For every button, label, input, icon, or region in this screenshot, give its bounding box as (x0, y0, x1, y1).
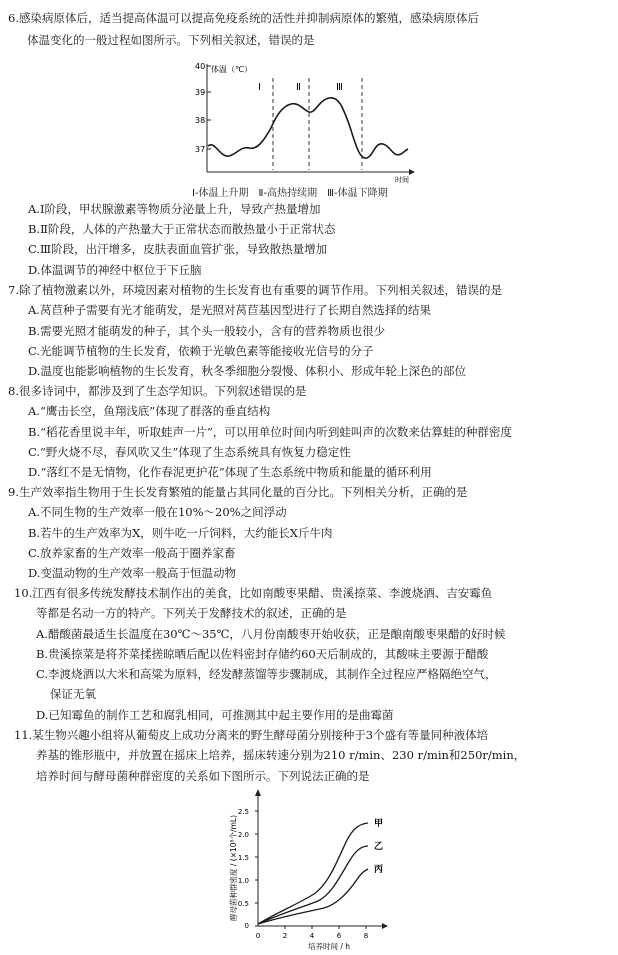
q8-option-d: D.“落红不是无情物，化作春泥更护花”体现了生态系统中物质和能量的循环利用 (28, 465, 432, 479)
stage-label-3: Ⅲ (336, 82, 343, 93)
yeast-density-figure (228, 786, 400, 952)
temp-tick-38: 38 (195, 116, 206, 125)
series-jia-curve (258, 823, 368, 924)
yeast-y-tick-1.5: 1.5 (237, 854, 249, 862)
q6-figure-caption: Ⅰ-体温上升期 Ⅱ-高热持续期 Ⅲ-体温下降期 (192, 188, 388, 199)
yeast-x-axis-label: 培养时间 / h (308, 942, 351, 951)
yeast-y-axis-label: 酵母菌种群密度 / (×10⁸个/mL) (229, 815, 238, 921)
q6-option-b: B.Ⅱ阶段，人体的产热量大于正常状态而散热量小于正常状态 (28, 222, 336, 236)
q6-stem-line1: 6.感染病原体后，适当提高体温可以提高免疫系统的活性并抑制病原体的繁殖，感染病原体后 (8, 11, 479, 25)
q7-option-b: B.需要光照才能萌发的种子，其个头一般较小，含有的营养物质也很少 (28, 324, 386, 338)
yeast-x-tick-4: 4 (309, 932, 315, 940)
q6-option-d: D.体温调节的神经中枢位于下丘脑 (28, 263, 202, 277)
q8-option-b: B.“稻花香里说丰年，听取蛙声一片”，可以用单位时间内听到蛙叫声的次数来估算蛙的种群密度 (28, 425, 512, 439)
body-temperature-figure (195, 54, 420, 202)
q10-option-a: A.醋酸菌最适生长温度在30℃～35℃，八月份南酸枣开始收获，正是酿南酸枣果醋的好时候 (36, 627, 506, 641)
q11-stem-line1: 11.某生物兴趣小组将从葡萄皮上成功分离来的野生酵母菌分别接种于3个盛有等量同种液体培 (14, 728, 489, 742)
yeast-x-tick-8: 8 (363, 932, 369, 940)
q8-stem: 8.很多诗词中，都涉及到了生态学知识。下列叙述错误的是 (8, 384, 307, 398)
temp-x-axis-label: 时间 (395, 176, 409, 184)
q10-option-c-line1: C.李渡烧酒以大米和高粱为原料，经发酵蒸馏等步骤制成，其制作全过程应严格隔绝空气， (36, 667, 497, 681)
temp-tick-39: 39 (195, 88, 206, 97)
q10-option-b: B.贵溪捺菜是将芥菜揉搓晾晒后配以佐料密封存储约60天后制成的，其酸味主要源于醋酸 (36, 647, 489, 661)
q10-stem-line1: 10.江西有很多传统发酵技术制作出的美食，比如南酸枣果醋、贵溪捺菜、李渡烧酒、吉安霉鱼 (14, 586, 493, 600)
yeast-x-tick-2: 2 (282, 932, 288, 940)
series-yi-curve (258, 846, 368, 924)
yeast-x-tick-0: 0 (255, 932, 261, 940)
series-bing-label: 丙 (374, 865, 384, 875)
stage-label-2: Ⅱ (296, 82, 301, 93)
temp-y-axis-label: 体温（℃） (211, 65, 252, 74)
q10-stem-line2: 等都是名动一方的特产。下列关于发酵技术的叙述，正确的是 (36, 606, 347, 620)
yeast-y-tick-1.0: 1.0 (237, 877, 249, 885)
q9-stem: 9.生产效率指生物用于生长发育繁殖的能量占其同化量的百分比。下列相关分析，正确的是 (8, 485, 468, 499)
q7-option-a: A.莴苣种子需要有光才能萌发，是光照对莴苣基因型进行了长期自然选择的结果 (28, 303, 431, 317)
q8-option-a: A.“鹰击长空，鱼翔浅底”体现了群落的垂直结构 (28, 404, 271, 418)
yeast-y-tick-2.0: 2.0 (237, 831, 249, 839)
q11-stem-line2: 养基的锥形瓶中，并放置在摇床上培养，摇床转速分别为210 r/min、230 r/min和250r/min， (36, 748, 526, 762)
q7-stem: 7.除了植物激素以外，环境因素对植物的生长发育也有重要的调节作用。下列相关叙述，错误的是 (8, 283, 502, 297)
q10-option-d: D.已知霉鱼的制作工艺和腐乳相同，可推测其中起主要作用的是曲霉菌 (36, 708, 394, 722)
q9-option-c: C.放养家畜的生产效率一般高于圈养家畜 (28, 546, 236, 560)
q6-stem-line2: 体温变化的一般过程如图所示。下列相关叙述，错误的是 (27, 33, 315, 47)
series-yi-label: 乙 (374, 842, 384, 852)
yeast-y-tick-0.5: 0.5 (237, 900, 249, 908)
q6-option-c: C.Ⅲ阶段，出汗增多，皮肤表面血管扩张，导致散热量增加 (28, 242, 328, 256)
yeast-x-tick-6: 6 (336, 932, 342, 940)
q9-option-a: A.不同生物的生产效率一般在10%～20%之间浮动 (28, 505, 287, 519)
series-jia-label: 甲 (374, 819, 384, 829)
q8-option-c: C.“野火烧不尽，春风吹又生”体现了生态系统具有恢复力稳定性 (28, 445, 351, 459)
body-temperature-curve (208, 98, 408, 158)
yeast-y-tick-0: 0 (244, 922, 249, 930)
temp-tick-37: 37 (195, 145, 206, 154)
q9-option-d: D.变温动物的生产效率一般高于恒温动物 (28, 566, 236, 580)
q11-stem-line3: 培养时间与酵母菌种群密度的关系如下图所示。下列说法正确的是 (36, 769, 370, 783)
q9-option-b: B.若牛的生产效率为X，则牛吃一斤饲料，大约能长X斤牛肉 (28, 526, 333, 540)
q7-option-d: D.温度也能影响植物的生长发育，秋冬季细胞分裂慢、体积小、形成年轮上深色的部位 (28, 364, 466, 378)
series-bing-curve (258, 869, 368, 924)
q7-option-c: C.光能调节植物的生长发育，依赖于光敏色素等能接收光信号的分子 (28, 344, 374, 358)
temp-tick-40: 40 (195, 62, 206, 71)
q6-option-a: A.Ⅰ阶段，甲状腺激素等物质分泌量上升，导致产热量增加 (28, 202, 321, 216)
stage-label-1: Ⅰ (258, 82, 261, 93)
q10-option-c-line2: 保证无氧 (50, 687, 96, 701)
yeast-y-tick-2.5: 2.5 (237, 808, 249, 816)
